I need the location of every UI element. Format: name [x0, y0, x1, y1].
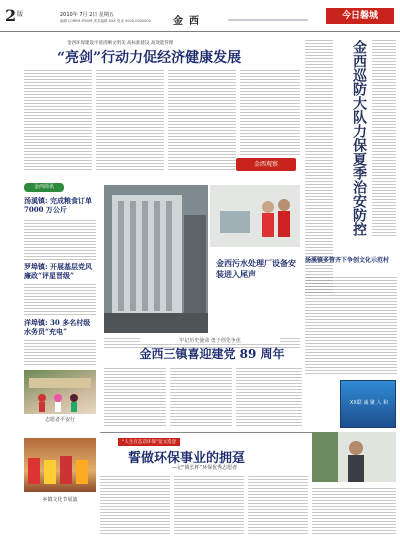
ad-block — [340, 380, 396, 428]
info-line: 编辑 LOREM IPSUM 美术编辑 XXX 电话 0000-0000000 — [60, 19, 151, 23]
masthead — [0, 0, 400, 34]
page-suffix: 版 — [17, 11, 24, 18]
plant-photo-art — [104, 185, 208, 333]
essay-body-1 — [100, 474, 170, 536]
banner-article-left — [24, 68, 92, 172]
portrait-art — [312, 432, 396, 482]
party-kicker: 牢记历史使命 勇于创先争优 — [140, 337, 280, 344]
brief-headline-1: 汤溪镇: 完成粮食订单 7000 万公斤 — [24, 196, 93, 214]
party-body-3 — [236, 366, 302, 428]
banner-article-mid3 — [240, 68, 300, 156]
brief-headline-3: 洋埠镇: 30 多名村级水务员“充电” — [24, 318, 91, 336]
volunteer-portrait — [312, 432, 396, 482]
ad-text: XX联 诚 聚 人 和 — [349, 400, 389, 406]
festival-photo — [24, 438, 96, 492]
essay-body-3 — [248, 474, 308, 536]
brief-body-3 — [24, 338, 96, 366]
right-article-body-1 — [305, 38, 333, 293]
banner-subhead: 金西环保建设字迹清晰文明美 高标准建设 高效能管理 — [67, 41, 174, 46]
volunteer-caption: 志愿者平安行 — [44, 417, 75, 423]
essay-body-2 — [174, 474, 244, 536]
essay-headline: 誓做环保事业的拥趸 — [128, 451, 246, 466]
news-brief-tag: 金西简讯 — [24, 183, 64, 192]
brief-body-2 — [24, 282, 96, 316]
logo: 今日磐城 — [326, 8, 394, 24]
banner-headline: “亮剑”行动力促经济健康发展 — [57, 50, 242, 66]
party-headline: 金西三镇喜迎建党 89 周年 — [139, 347, 285, 361]
observer-badge: 金西观察 — [236, 158, 296, 171]
page-number: 2 — [5, 6, 17, 25]
party-body-2 — [170, 366, 232, 428]
volunteer-photo — [24, 370, 96, 414]
top-banner — [27, 40, 302, 64]
plant-photo-workers — [210, 185, 300, 247]
workers-photo-art — [210, 185, 300, 247]
volunteer-photo-art — [24, 370, 96, 414]
section-name: 金西 — [173, 16, 205, 27]
right-article-body-3 — [305, 275, 397, 375]
banner-article-mid2 — [168, 68, 236, 172]
date-line: 2010年 7月 2日 星期五 — [60, 12, 114, 18]
right-sub-headline: 汤溪镇多管齐下争创文化示范村 — [305, 257, 390, 264]
essay-subhead: —记“镇长杯”环保优秀志愿者 — [172, 465, 238, 471]
festival-caption: 乡镇文化节展演 — [42, 497, 78, 503]
brief-body-1 — [24, 218, 96, 262]
right-headline: 金西巡防大队力保夏季治安防控 — [351, 40, 367, 236]
brief-headline-2: 罗埠镇: 开展基层党风廉政“评星晋级” — [24, 262, 93, 280]
right-article-body-2 — [372, 38, 396, 238]
essay-kicker: “人生百态话环保”征文选登 — [118, 438, 180, 446]
festival-photo-art — [24, 438, 96, 492]
plant-photo-large — [104, 185, 208, 333]
party-body-1 — [104, 366, 166, 428]
header-rule — [228, 19, 308, 21]
water-story-headline: 金西污水处理厂设备安装进入尾声 — [216, 258, 296, 279]
header-bottom-rule — [0, 31, 400, 32]
banner-article-mid1 — [96, 68, 164, 172]
essay-body-4 — [312, 486, 396, 536]
